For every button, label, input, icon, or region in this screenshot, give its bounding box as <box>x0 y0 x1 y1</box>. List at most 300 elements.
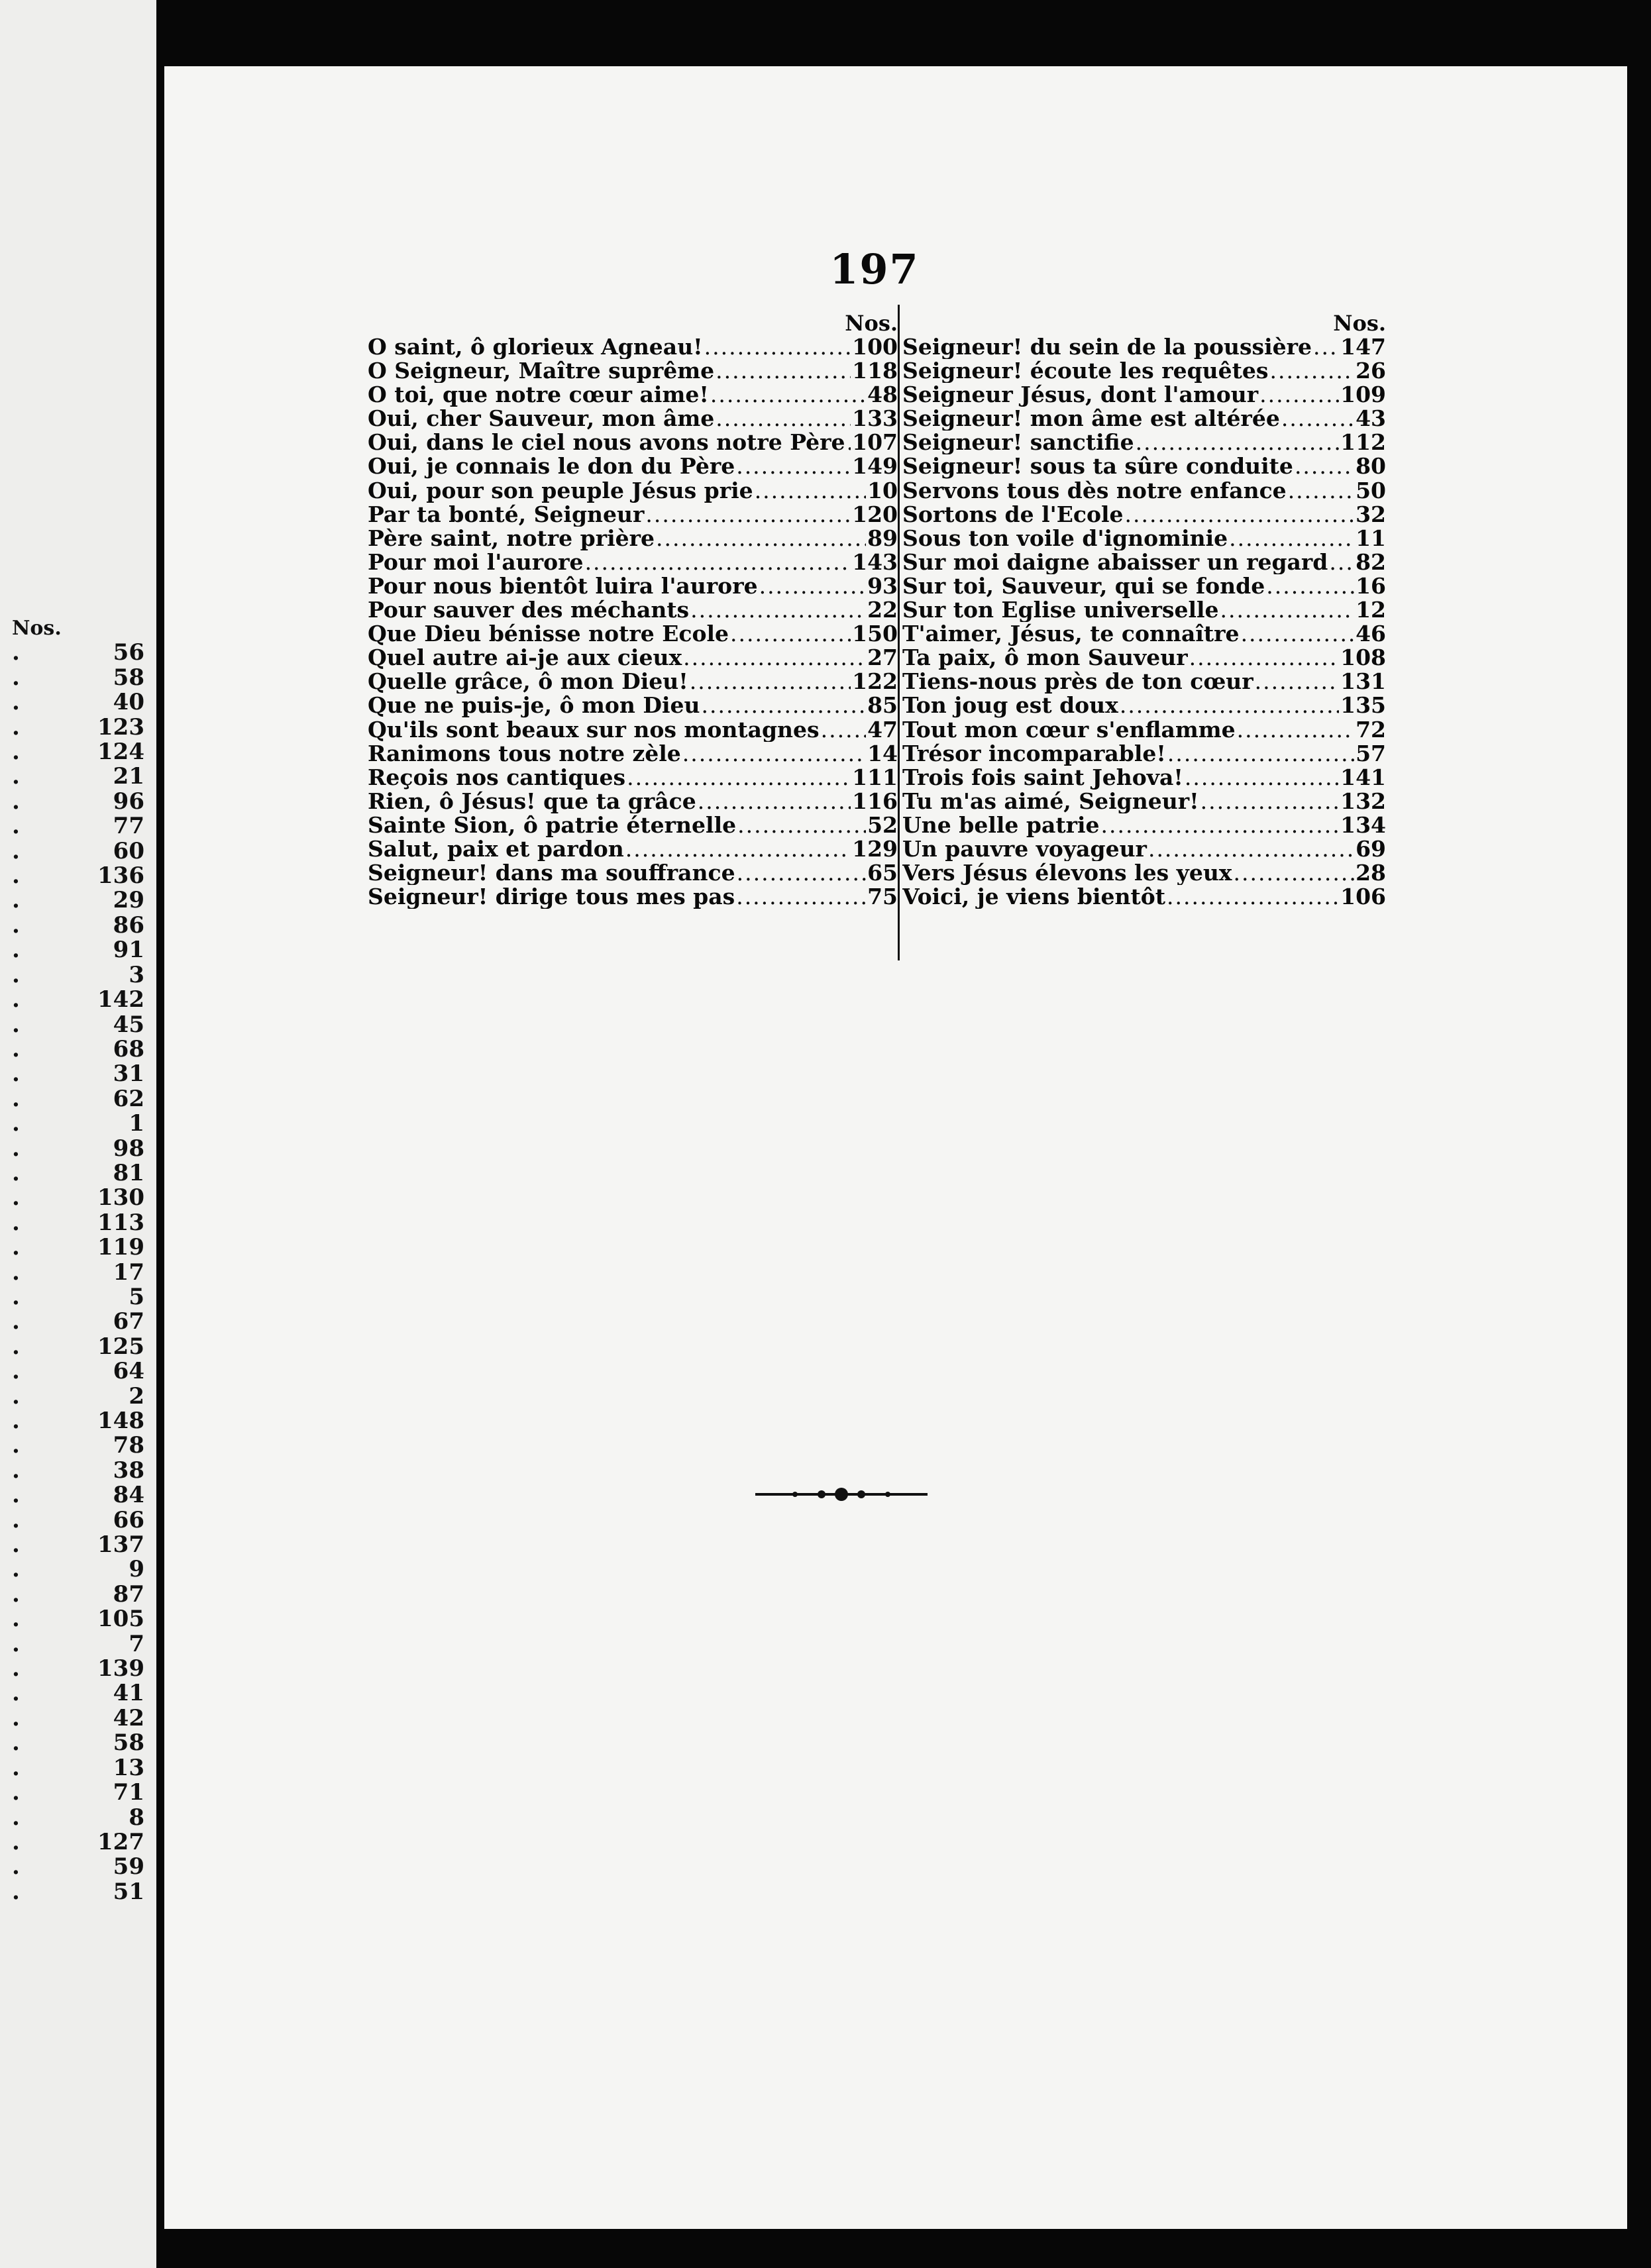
index-entry-left <box>368 503 898 527</box>
adjacent-page-number: 58 <box>113 664 144 691</box>
leader-dot: . <box>12 639 20 666</box>
leader-dot: . <box>12 1556 20 1583</box>
index-entry-left <box>368 598 898 622</box>
entry-number: 133 <box>852 407 898 431</box>
entry-title: Quel autre ai-je aux cieux <box>368 646 682 670</box>
adjacent-page-row <box>12 1483 144 1508</box>
adjacent-page-number: 105 <box>97 1606 144 1633</box>
entry-number: 134 <box>1340 813 1386 837</box>
leader-dot: . <box>12 713 20 741</box>
leader-dot: . <box>12 788 20 815</box>
entry-title: Tiens-nous près de ton cœur <box>902 670 1253 694</box>
leader-dot: . <box>12 1655 20 1682</box>
entry-number: 10 <box>867 478 898 503</box>
index-entry-left <box>368 646 898 670</box>
index-entry-right <box>902 383 1386 407</box>
adjacent-page-number: 62 <box>113 1085 144 1112</box>
entry-number: 80 <box>1356 454 1386 479</box>
adjacent-page-number: 5 <box>129 1283 144 1310</box>
entry-title: Pour sauver des méchants <box>368 598 690 623</box>
index-column-right <box>902 311 1386 909</box>
leader-dots <box>1329 550 1354 574</box>
index-entry-left <box>368 454 898 478</box>
entry-number: 116 <box>852 789 898 813</box>
entry-number: 28 <box>1356 861 1386 886</box>
entry-title: Trois fois saint Jehova! <box>902 765 1183 790</box>
leader-dot: . <box>12 1060 20 1088</box>
index-entry-right <box>902 646 1386 670</box>
entry-number: 48 <box>867 383 898 407</box>
entry-title: Pour nous bientôt luira l'aurore <box>368 574 758 599</box>
entry-number: 93 <box>867 574 898 599</box>
leader-dots <box>821 718 866 742</box>
entry-title: Sur toi, Sauveur, qui se fonde <box>902 574 1265 599</box>
entry-number: 52 <box>867 813 898 837</box>
entry-title: Salut, paix et pardon <box>368 837 624 862</box>
adjacent-page-row <box>12 1310 144 1334</box>
entry-number: 122 <box>852 670 898 694</box>
adjacent-page-number: 56 <box>113 639 144 666</box>
leader-dot: . <box>12 1680 20 1707</box>
index-entry-left <box>368 622 898 646</box>
entry-title: Sortons de l'Ecole <box>902 502 1124 527</box>
adjacent-page-number: 31 <box>113 1060 144 1088</box>
adjacent-page-row <box>12 1880 144 1904</box>
leader-dot: . <box>12 739 20 766</box>
index-entry-right <box>902 598 1386 622</box>
adjacent-page-number: 3 <box>129 961 144 988</box>
leader-dots <box>1269 359 1354 383</box>
adjacent-page-number: 119 <box>97 1234 144 1261</box>
adjacent-page-row <box>12 1582 144 1607</box>
entry-number: 149 <box>852 454 898 479</box>
leader-dot: . <box>12 1630 20 1657</box>
adjacent-page-row <box>12 1037 144 1062</box>
leader-dots <box>1125 503 1355 527</box>
adjacent-page-edge <box>0 0 156 2268</box>
adjacent-page-number: 96 <box>113 788 144 815</box>
entry-title: Un pauvre voyageur <box>902 837 1147 862</box>
adjacent-page-row <box>12 1285 144 1310</box>
entry-number: 129 <box>852 837 898 862</box>
entry-number: 12 <box>1356 598 1386 623</box>
adjacent-page-number: 136 <box>97 862 144 890</box>
adjacent-page-number: 86 <box>113 911 144 939</box>
entry-title: Pour moi l'aurore <box>368 550 584 574</box>
entry-number: 100 <box>852 335 898 360</box>
adjacent-page-number: 125 <box>97 1333 144 1360</box>
index-entry-left <box>368 335 898 359</box>
index-column-left <box>368 311 898 909</box>
leader-dots <box>1259 383 1339 407</box>
entry-title: Que ne puis-je, ô mon Dieu <box>368 694 700 718</box>
adjacent-page-row <box>12 715 144 740</box>
index-entry-right <box>902 742 1386 766</box>
adjacent-page-number: 78 <box>113 1432 144 1459</box>
page-number: 197 <box>829 245 920 293</box>
entry-title: Que Dieu bénisse notre Ecole <box>368 622 729 646</box>
leader-dot: . <box>12 1754 20 1781</box>
leader-dot: . <box>12 1011 20 1038</box>
leader-dot: . <box>12 887 20 914</box>
adjacent-page-row <box>12 1632 144 1657</box>
entry-title: Seigneur! écoute les requêtes <box>902 359 1269 384</box>
entry-title: Ranimons tous notre zèle <box>368 741 681 766</box>
adjacent-page-row <box>12 963 144 988</box>
adjacent-page-row <box>12 1459 144 1483</box>
adjacent-page-number: 9 <box>129 1556 144 1583</box>
entry-number: 14 <box>867 741 898 766</box>
entry-number: 109 <box>1340 383 1386 407</box>
leader-dots <box>1295 454 1354 478</box>
index-entry-left <box>368 407 898 431</box>
adjacent-page-row <box>12 1780 144 1805</box>
adjacent-page-number: 124 <box>97 739 144 766</box>
leader-dot: . <box>12 1358 20 1385</box>
entry-title: Sous ton voile d'ignominie <box>902 526 1228 550</box>
adjacent-page-row <box>12 1137 144 1161</box>
adjacent-page-number: 2 <box>129 1382 144 1410</box>
adjacent-page-number: 1 <box>129 1110 144 1137</box>
leader-dot: . <box>12 1531 20 1559</box>
leader-dot: . <box>12 862 20 890</box>
leader-dot: . <box>12 1729 20 1757</box>
leader-dots <box>759 574 866 598</box>
leader-dots <box>702 694 867 717</box>
index-entry-right <box>902 766 1386 790</box>
leader-dots <box>690 670 851 694</box>
leader-dot: . <box>12 937 20 964</box>
adjacent-page-row <box>12 1211 144 1235</box>
entry-number: 147 <box>1340 335 1386 360</box>
adjacent-page-number: 87 <box>113 1580 144 1608</box>
leader-dot: . <box>12 763 20 790</box>
entry-number: 131 <box>1340 670 1386 694</box>
index-entry-left <box>368 718 898 742</box>
adjacent-page-number: 38 <box>113 1457 144 1484</box>
entry-title: Vers Jésus élevons les yeux <box>902 861 1232 886</box>
leader-dots <box>716 359 851 383</box>
adjacent-page-row <box>12 1062 144 1086</box>
leader-dot: . <box>12 1828 20 1855</box>
entry-number: 135 <box>1340 694 1386 718</box>
leader-dots <box>656 527 866 550</box>
index-entry-right <box>902 622 1386 646</box>
leader-dot: . <box>12 689 20 716</box>
index-entry-right <box>902 718 1386 742</box>
entry-title: Seigneur! sanctifie <box>902 431 1134 455</box>
leader-dot: . <box>12 961 20 988</box>
entry-title: Une belle patrie <box>902 813 1100 837</box>
entry-number: 118 <box>852 359 898 384</box>
entry-number: 69 <box>1356 837 1386 862</box>
entry-title: Seigneur! du sein de la poussière <box>902 335 1312 360</box>
adjacent-page-row <box>12 764 144 789</box>
adjacent-page-row <box>12 1261 144 1285</box>
leader-dot: . <box>12 1878 20 1905</box>
index-entry-left <box>368 383 898 407</box>
leader-dot: . <box>12 1853 20 1881</box>
adjacent-page-row <box>12 1359 144 1384</box>
leader-dots <box>736 885 866 909</box>
leader-dots <box>730 622 851 646</box>
index-entry-left <box>368 574 898 598</box>
index-entry-right <box>902 861 1386 885</box>
adjacent-page-number: 17 <box>113 1259 144 1286</box>
leader-dots <box>698 790 851 813</box>
entry-number: 43 <box>1356 407 1386 431</box>
entry-number: 85 <box>867 694 898 718</box>
adjacent-page-row <box>12 1384 144 1409</box>
entry-title: Seigneur! dans ma souffrance <box>368 861 735 886</box>
entry-number: 72 <box>1356 717 1386 742</box>
leader-dots <box>683 646 866 670</box>
adjacent-page-row <box>12 1186 144 1210</box>
index-entry-left <box>368 479 898 503</box>
adjacent-page-row <box>12 1235 144 1260</box>
entry-number: 107 <box>852 431 898 455</box>
adjacent-page-number: 123 <box>97 713 144 741</box>
entry-title: Oui, cher Sauveur, mon âme <box>368 407 715 431</box>
adjacent-page-row <box>12 913 144 938</box>
adjacent-page-number: 13 <box>113 1754 144 1781</box>
entry-title: Par ta bonté, Seigneur <box>368 502 645 527</box>
leader-dots <box>755 479 866 503</box>
adjacent-page-number: 142 <box>97 986 144 1013</box>
index-entry-right <box>902 454 1386 478</box>
adjacent-page-row <box>12 1830 144 1855</box>
column-header-right: Nos. <box>1333 311 1386 336</box>
adjacent-page-number: 71 <box>113 1779 144 1806</box>
leader-dots <box>1148 837 1354 861</box>
leader-dot: . <box>12 911 20 939</box>
entry-number: 75 <box>867 885 898 909</box>
leader-dots <box>847 431 851 454</box>
index-entry-right <box>902 527 1386 550</box>
adjacent-page-number: 21 <box>113 763 144 790</box>
entry-number: 22 <box>867 598 898 623</box>
index-entry-left <box>368 861 898 885</box>
leader-dots <box>1167 885 1339 909</box>
leader-dot: . <box>12 1308 20 1335</box>
adjacent-page-number: 113 <box>97 1209 144 1236</box>
entry-title: Ta paix, ô mon Sauveur <box>902 646 1188 670</box>
leader-dot: . <box>12 837 20 864</box>
adjacent-page-number: 58 <box>113 1729 144 1757</box>
index-entry-left <box>368 790 898 813</box>
entry-title: Tout mon cœur s'enflamme <box>902 717 1236 742</box>
adjacent-page-number: 45 <box>113 1011 144 1038</box>
leader-dots <box>1288 479 1354 503</box>
leader-dots <box>704 335 851 359</box>
entry-number: 47 <box>867 717 898 742</box>
index-entry-left <box>368 431 898 454</box>
index-entry-left <box>368 527 898 550</box>
leader-dot: . <box>12 1382 20 1410</box>
leader-dot: . <box>12 1408 20 1434</box>
entry-title: Reçois nos cantiques <box>368 765 626 790</box>
leader-dots <box>1233 861 1354 885</box>
index-entry-right <box>902 837 1386 861</box>
entry-title: Seigneur! mon âme est altérée <box>902 407 1280 431</box>
adjacent-page-row <box>12 1756 144 1780</box>
leader-dots <box>645 503 851 527</box>
leader-dots <box>737 813 866 837</box>
adjacent-page-row <box>12 1409 144 1433</box>
adjacent-page-number: 139 <box>97 1655 144 1682</box>
adjacent-page-row <box>12 1681 144 1706</box>
leader-dots <box>1266 574 1354 598</box>
entry-number: 89 <box>867 526 898 550</box>
adjacent-page-row <box>12 1111 144 1136</box>
column-header-left: Nos. <box>845 311 898 336</box>
adjacent-page-row <box>12 839 144 864</box>
adjacent-page-row <box>12 864 144 888</box>
adjacent-page-number: 81 <box>113 1159 144 1186</box>
leader-dots <box>625 837 851 861</box>
adjacent-page-number: 60 <box>113 837 144 864</box>
index-entry-right <box>902 694 1386 717</box>
index-entry-left <box>368 550 898 574</box>
adjacent-page-row <box>12 888 144 913</box>
adjacent-page-row <box>12 1533 144 1557</box>
entry-title: Sur ton Eglise universelle <box>902 598 1219 623</box>
leader-dots <box>1101 813 1340 837</box>
entry-number: 32 <box>1356 502 1386 527</box>
leader-dot: . <box>12 664 20 691</box>
index-entry-right <box>902 574 1386 598</box>
leader-dots <box>1229 527 1354 550</box>
index-entry-right <box>902 359 1386 383</box>
leader-dot: . <box>12 813 20 840</box>
entry-title: Trésor incomparable! <box>902 741 1166 766</box>
leader-dots <box>1189 646 1340 670</box>
index-entry-right <box>902 431 1386 454</box>
entry-number: 120 <box>852 502 898 527</box>
adjacent-page-row <box>12 814 144 839</box>
entry-title: Servons tous dès notre enfance <box>902 478 1287 503</box>
index-entry-left <box>368 670 898 694</box>
adjacent-page-number: 98 <box>113 1135 144 1162</box>
entry-title: O saint, ô glorieux Agneau! <box>368 335 703 360</box>
leader-dot: . <box>12 1704 20 1731</box>
adjacent-page-row <box>12 641 144 665</box>
adjacent-page-number: 77 <box>113 813 144 840</box>
leader-dots <box>1281 407 1354 431</box>
adjacent-page-row <box>12 938 144 962</box>
adjacent-page-row <box>12 1657 144 1681</box>
index-entry-left <box>368 837 898 861</box>
leader-dot: . <box>12 1035 20 1062</box>
entry-number: 27 <box>867 646 898 670</box>
leader-dot: . <box>12 1259 20 1286</box>
adjacent-page-row <box>12 1731 144 1755</box>
leader-dot: . <box>12 1110 20 1137</box>
leader-dot: . <box>12 1184 20 1211</box>
index-entry-left <box>368 885 898 909</box>
leader-dot: . <box>12 1333 20 1360</box>
index-entry-right <box>902 885 1386 909</box>
entry-title: Sur moi daigne abaisser un regard <box>902 550 1328 574</box>
leader-dots <box>1255 670 1339 694</box>
adjacent-page-number: 8 <box>129 1804 144 1831</box>
entry-number: 108 <box>1340 646 1386 670</box>
adjacent-page-row <box>12 1433 144 1458</box>
leader-dot: . <box>12 1283 20 1310</box>
index-entry-right <box>902 479 1386 503</box>
leader-dot: . <box>12 1779 20 1806</box>
index-entry-right <box>902 550 1386 574</box>
leader-dots <box>1200 790 1340 813</box>
column-divider <box>898 305 900 960</box>
leader-dot: . <box>12 1209 20 1236</box>
entry-title: Quelle grâce, ô mon Dieu! <box>368 670 688 694</box>
leader-dots <box>1120 694 1339 717</box>
entry-title: Tu m'as aimé, Seigneur! <box>902 789 1199 813</box>
adjacent-page-row <box>12 1607 144 1631</box>
adjacent-page-row <box>12 1706 144 1731</box>
adjacent-page-number: 29 <box>113 887 144 914</box>
entry-title: Père saint, notre prière <box>368 526 655 550</box>
adjacent-page-header: Nos. <box>12 617 62 640</box>
entry-title: Ton joug est doux <box>902 694 1118 718</box>
adjacent-page-number: 148 <box>97 1408 144 1434</box>
leader-dot: . <box>12 1482 20 1509</box>
leader-dots <box>737 861 866 885</box>
entry-number: 82 <box>1356 550 1386 574</box>
adjacent-page-number: 66 <box>113 1506 144 1533</box>
entry-title: Oui, dans le ciel nous avons notre Père <box>368 431 845 455</box>
adjacent-page-number: 84 <box>113 1482 144 1509</box>
adjacent-page-row <box>12 1508 144 1533</box>
adjacent-page-number: 59 <box>113 1853 144 1881</box>
index-entry-left <box>368 742 898 766</box>
adjacent-page-row <box>12 1855 144 1879</box>
index-entry-left <box>368 813 898 837</box>
entry-number: 111 <box>852 765 898 790</box>
adjacent-page-number: 91 <box>113 937 144 964</box>
leader-dot: . <box>12 1580 20 1608</box>
leader-dot: . <box>12 1159 20 1186</box>
adjacent-page-row <box>12 1806 144 1830</box>
adjacent-page-number: 130 <box>97 1184 144 1211</box>
adjacent-page-row <box>12 740 144 764</box>
leader-dots <box>1313 335 1339 359</box>
entry-number: 106 <box>1340 885 1386 909</box>
entry-number: 11 <box>1356 526 1386 550</box>
adjacent-page-row <box>12 666 144 690</box>
entry-title: Rien, ô Jésus! que ta grâce <box>368 789 696 813</box>
adjacent-page-number: 7 <box>129 1630 144 1657</box>
entry-title: Seigneur Jésus, dont l'amour <box>902 383 1259 407</box>
leader-dots <box>682 742 866 766</box>
adjacent-page-number: 67 <box>113 1308 144 1335</box>
entry-number: 112 <box>1340 431 1386 455</box>
adjacent-page-number: 40 <box>113 689 144 716</box>
entry-number: 65 <box>867 861 898 886</box>
adjacent-page-number: 42 <box>113 1704 144 1731</box>
leader-dots <box>1237 718 1354 742</box>
index-entry-right <box>902 790 1386 813</box>
leader-dot: . <box>12 1506 20 1533</box>
entry-title: O toi, que notre cœur aime! <box>368 383 709 407</box>
adjacent-page-number: 41 <box>113 1680 144 1707</box>
index-entry-left <box>368 359 898 383</box>
leader-dot: . <box>12 1432 20 1459</box>
index-entry-left <box>368 694 898 717</box>
leader-dots <box>716 407 851 431</box>
entry-title: Sainte Sion, ô patrie éternelle <box>368 813 737 837</box>
